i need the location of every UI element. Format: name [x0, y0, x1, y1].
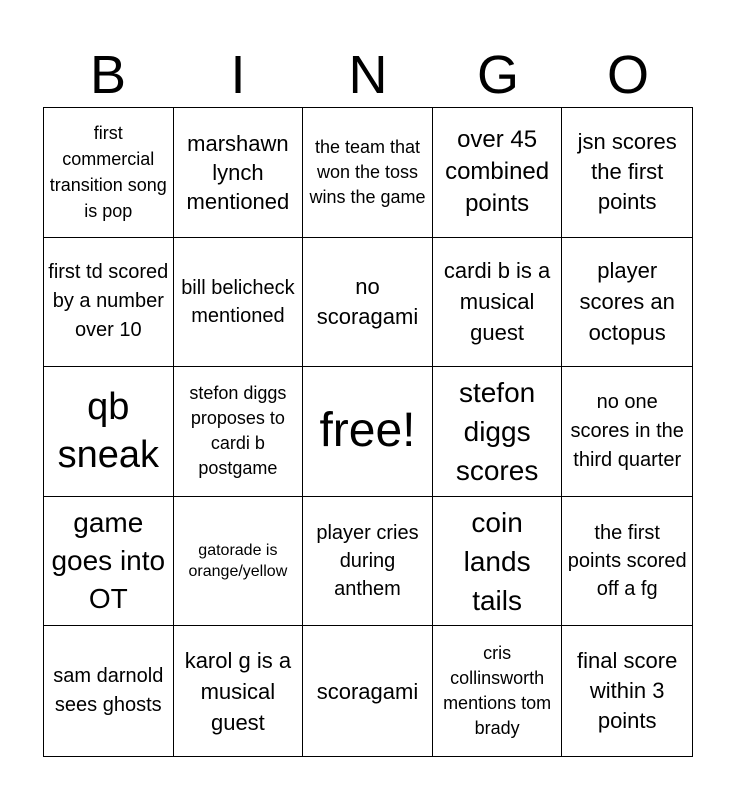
bingo-cell-12[interactable]: [174, 367, 304, 497]
cell-text: coin lands tails: [463, 506, 531, 616]
cell-text: qb sneak: [57, 386, 159, 477]
bingo-cell-15[interactable]: [562, 367, 692, 497]
cell-text: jsn scores the first points: [577, 129, 677, 215]
bingo-cell-7[interactable]: [174, 238, 304, 368]
bingo-cell-16[interactable]: [44, 497, 174, 627]
header-letter-i: I: [230, 45, 246, 105]
bingo-cell-11[interactable]: [44, 367, 174, 497]
bingo-cell-9[interactable]: [433, 238, 563, 368]
cell-text: bill belicheck mentioned: [181, 276, 295, 327]
cell-text: no one scores in the third quarter: [570, 390, 684, 471]
cell-text: stefon diggs proposes to cardi b postgame: [189, 383, 287, 479]
cell-text: sam darnold sees ghosts: [53, 665, 164, 717]
bingo-cell-24[interactable]: [433, 626, 563, 756]
bingo-cell-21[interactable]: [44, 626, 174, 756]
bingo-cell-6[interactable]: [44, 238, 174, 368]
cell-text: marshawn lynch mentioned: [186, 130, 290, 214]
bingo-card: [43, 107, 693, 757]
cell-text: gatorade is orange/yellow: [188, 542, 288, 581]
header-letter-o: O: [606, 45, 649, 105]
cell-text: cris collinsworth mentions tom brady: [443, 643, 552, 739]
bingo-cell-3[interactable]: [303, 108, 433, 238]
cell-text: player cries during anthem: [316, 522, 419, 601]
bingo-cell-14[interactable]: [433, 367, 563, 497]
cell-text: the first points scored off a fg: [567, 522, 687, 601]
bingo-cell-22[interactable]: [174, 626, 304, 756]
cell-text: stefon diggs scores: [455, 376, 539, 486]
cell-text: cardi b is a musical guest: [443, 258, 551, 346]
cell-text: scoragami: [316, 678, 419, 704]
cell-text: no scoragami: [316, 273, 419, 329]
bingo-cell-23[interactable]: [303, 626, 433, 756]
cell-text: player scores an octopus: [579, 258, 675, 346]
cell-text: final score within 3 points: [577, 648, 678, 734]
bingo-cell-19[interactable]: [433, 497, 563, 627]
bingo-cell-18[interactable]: [303, 497, 433, 627]
cell-text: game goes into OT: [51, 507, 166, 615]
cell-text: first td scored by a number over 10: [48, 261, 169, 342]
bingo-cell-13-free[interactable]: [303, 367, 433, 497]
cell-text: first commercial transition song is pop: [49, 123, 167, 222]
cell-text: karol g is a musical guest: [184, 647, 292, 735]
bingo-cell-17[interactable]: [174, 497, 304, 627]
cell-text: over 45 combined points: [445, 126, 550, 218]
header-letter-n: N: [348, 45, 388, 105]
bingo-cell-2[interactable]: [174, 108, 304, 238]
bingo-cell-20[interactable]: [562, 497, 692, 627]
bingo-header: [43, 44, 693, 106]
bingo-cell-25[interactable]: [562, 626, 692, 756]
bingo-cell-10[interactable]: [562, 238, 692, 368]
cell-text: the team that won the toss wins the game: [309, 136, 426, 207]
bingo-cell-4[interactable]: [433, 108, 563, 238]
bingo-cell-8[interactable]: [303, 238, 433, 368]
bingo-cell-5[interactable]: [562, 108, 692, 238]
cell-text: free!: [319, 404, 416, 458]
header-letter-b: B: [89, 45, 127, 105]
header-letter-g: G: [476, 45, 519, 105]
bingo-cell-1[interactable]: [44, 108, 174, 238]
